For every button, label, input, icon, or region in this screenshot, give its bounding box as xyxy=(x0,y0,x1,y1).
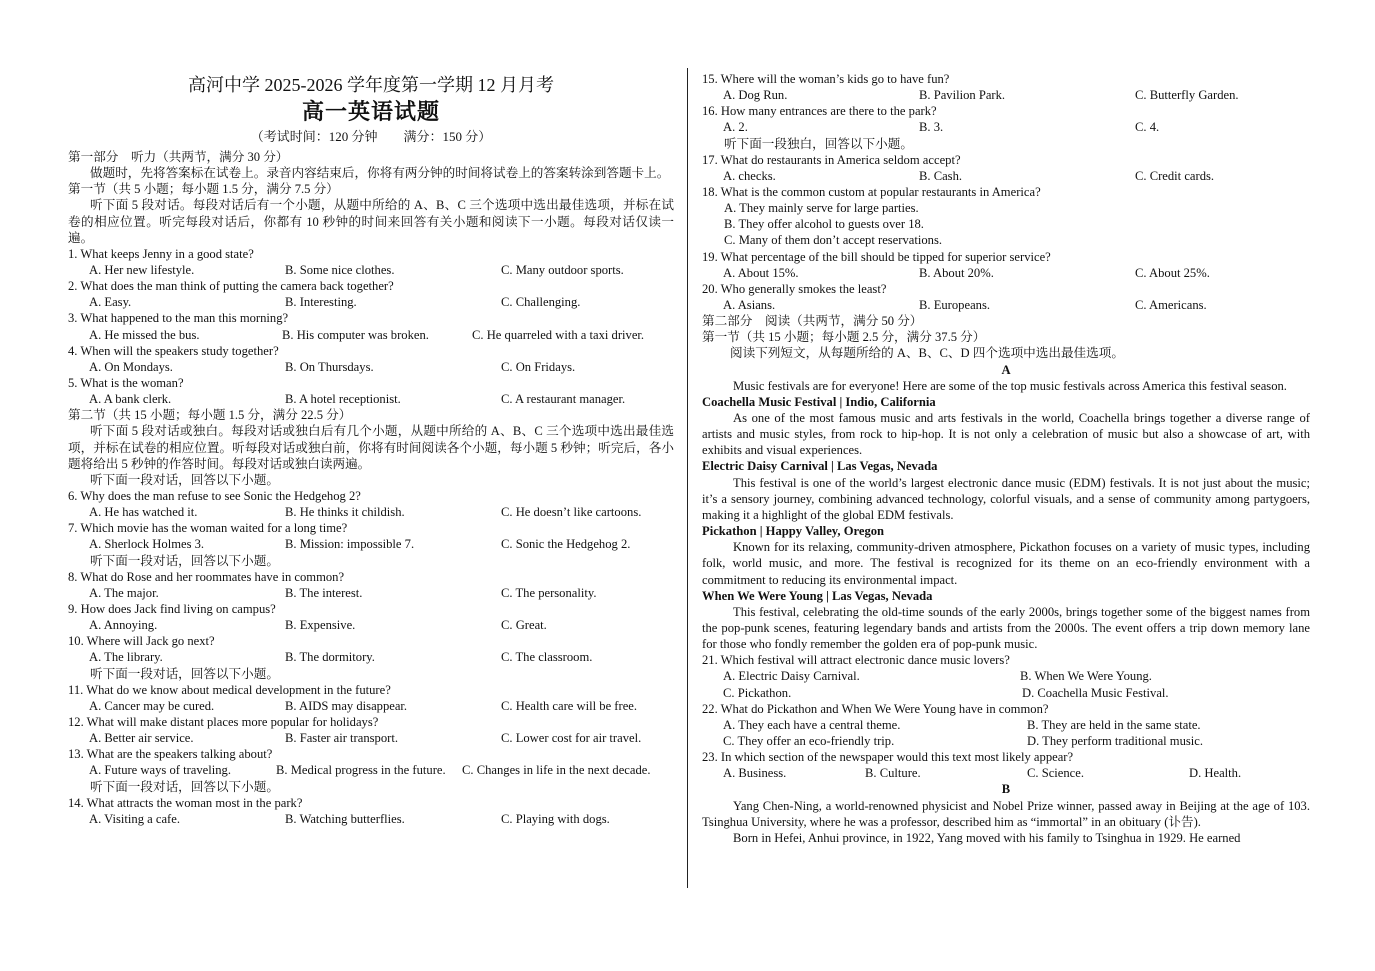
option-a: A. checks. xyxy=(723,168,776,183)
option-c: C. On Fridays. xyxy=(501,359,576,374)
left-column xyxy=(68,71,674,827)
festival-description: As one of the most famous music and arts festivals in the world, Coachella brings together a diverse range of artists and music styles, from rock to hip-hop. It is not only a celebration of music but also a showcase of art, with exhibits and visual experiences. xyxy=(702,410,1310,458)
option-d: D. Coachella Music Festival. xyxy=(1022,685,1169,700)
option-b: B. Some nice clothes. xyxy=(285,263,395,278)
option-a: A. On Mondays. xyxy=(89,359,173,374)
option-c: C. Great. xyxy=(501,618,547,633)
option-b: B. Pavilion Park. xyxy=(919,88,1006,103)
option-b: B. He thinks it childish. xyxy=(285,505,405,520)
question-stem: 10. Where will Jack go next? xyxy=(68,634,215,649)
option-a: A. Better air service. xyxy=(89,731,194,746)
column-divider xyxy=(687,68,688,888)
section1-heading: 第一节（共 5 小题；每小题 1.5 分，满分 7.5 分） xyxy=(68,182,339,197)
question-options xyxy=(702,297,1310,313)
question-options xyxy=(68,294,674,310)
option-a: A. Dog Run. xyxy=(723,88,788,103)
option-b: B. A hotel receptionist. xyxy=(285,392,401,407)
question-options xyxy=(68,811,674,827)
option-a: A. Future ways of traveling. xyxy=(89,763,231,778)
festival-title: When We Were Young | Las Vegas, Nevada xyxy=(702,588,933,603)
option-b: B. They are held in the same state. xyxy=(1027,717,1201,732)
option-a: A. About 15%. xyxy=(723,265,799,280)
question-stem: 14. What attracts the woman most in the park? xyxy=(68,795,303,810)
question-stem: 20. Who generally smokes the least? xyxy=(702,281,887,296)
question-stem: 11. What do we know about medical development in the future? xyxy=(68,682,391,697)
question-options xyxy=(68,762,674,778)
question-stem: 17. What do restaurants in America seldom accept? xyxy=(702,152,961,167)
option-b: B. Medical progress in the future. xyxy=(276,763,446,778)
option-b: B. About 20%. xyxy=(919,265,994,280)
option-d: D. They perform traditional music. xyxy=(1027,733,1204,748)
question-stem: 19. What percentage of the bill should be tipped for superior service? xyxy=(702,249,1051,264)
option-a: A. 2. xyxy=(723,120,748,135)
option-b: B. Watching butterflies. xyxy=(285,811,405,826)
question-stem: 12. What will make distant places more popular for holidays? xyxy=(68,715,379,730)
option-c: C. Challenging. xyxy=(501,295,581,310)
question-options xyxy=(68,536,674,552)
option-c: C. Pickathon. xyxy=(723,685,792,700)
question-stem: 6. Why does the man refuse to see Sonic the Hedgehog 2? xyxy=(68,489,361,504)
question-options xyxy=(702,119,1310,135)
option-a: A. Annoying. xyxy=(89,618,158,633)
option-b: B. They offer alcohol to guests over 18. xyxy=(724,217,924,232)
section2-heading: 第二节（共 15 小题；每小题 1.5 分，满分 22.5 分） xyxy=(68,408,352,423)
listen-instruction: 听下面一段对话，回答以下小题。 xyxy=(90,553,279,568)
listen-instruction: 听下面一段对话，回答以下小题。 xyxy=(90,472,279,487)
option-a: A. Her new lifestyle. xyxy=(89,263,195,278)
exam-title: 高河中学 2025-2026 学年度第一学期 12 月月考 xyxy=(188,75,554,95)
option-d: D. Health. xyxy=(1189,766,1242,781)
option-c: C. Lower cost for air travel. xyxy=(501,731,642,746)
listen-instruction: 听下面一段独白，回答以下小题。 xyxy=(724,136,913,151)
question-stem: 23. In which section of the newspaper would this text most likely appear? xyxy=(702,750,1074,765)
option-c: C. Playing with dogs. xyxy=(501,811,610,826)
question-stem: 4. When will the speakers study together? xyxy=(68,343,279,358)
passage-b-paragraph: Born in Hefei, Anhui province, in 1922, Yang moved with his family to Tsinghua in 1929. He earned xyxy=(733,830,1241,845)
option-b: B. Culture. xyxy=(865,766,921,781)
option-a: A. Visiting a cafe. xyxy=(89,811,180,826)
question-options xyxy=(68,262,674,278)
option-a: A. Asians. xyxy=(723,297,776,312)
question-stem: 9. How does Jack find living on campus? xyxy=(68,602,276,617)
question-options xyxy=(68,698,674,714)
option-c: C. The personality. xyxy=(501,585,597,600)
option-b: B. Mission: impossible 7. xyxy=(285,537,415,552)
part2-heading: 第二部分 阅读（共两节，满分 50 分） xyxy=(702,314,923,329)
question-options xyxy=(68,617,674,633)
question-options xyxy=(68,504,674,520)
question-options xyxy=(68,730,674,746)
question-options xyxy=(68,649,674,665)
listen-instruction: 听下面一段对话，回答以下小题。 xyxy=(90,666,279,681)
section1-instruction: 听下面 5 段对话。每段对话后有一个小题，从题中所给的 A、B、C 三个选项中选出最佳选项，并标在试卷的相应位置。听完每段对话后，你都有 10 秒钟的时间来回答有关小题和阅读下一小题。每段对话仅读一遍。 xyxy=(68,198,674,245)
option-c: C. 4. xyxy=(1135,120,1160,135)
option-a: A. Business. xyxy=(723,766,787,781)
option-c: C. Americans. xyxy=(1135,297,1207,312)
option-c: C. Butterfly Garden. xyxy=(1135,88,1239,103)
question-options xyxy=(702,168,1310,184)
option-b: B. Expensive. xyxy=(285,618,356,633)
option-a: A. He missed the bus. xyxy=(89,327,200,342)
option-c: C. Changes in life in the next decade. xyxy=(462,763,651,778)
option-c: C. They offer an eco-friendly trip. xyxy=(723,733,895,748)
question-options xyxy=(702,717,1310,733)
question-stem: 5. What is the woman? xyxy=(68,376,184,391)
passage-a-label: A xyxy=(1001,362,1011,377)
question-options xyxy=(68,585,674,601)
option-a: A. Electric Daisy Carnival. xyxy=(723,669,860,684)
question-stem: 22. What do Pickathon and When We Were Young have in common? xyxy=(702,701,1049,716)
festival-title: Coachella Music Festival | Indio, California xyxy=(702,394,936,409)
exam-info: （考试时间：120 分钟 满分：150 分） xyxy=(250,129,492,144)
question-options xyxy=(702,87,1310,103)
option-a: A. Cancer may be cured. xyxy=(89,698,215,713)
question-stem: 16. How many entrances are there to the park? xyxy=(702,104,937,119)
festival-title: Electric Daisy Carnival | Las Vegas, Nevada xyxy=(702,459,938,474)
question-stem: 13. What are the speakers talking about? xyxy=(68,747,273,762)
question-stem: 18. What is the common custom at popular restaurants in America? xyxy=(702,184,1041,199)
listen-instruction: 听下面一段对话，回答以下小题。 xyxy=(90,779,279,794)
option-b: B. 3. xyxy=(919,120,944,135)
passage-b-paragraph: Yang Chen-Ning, a world-renowned physicist and Nobel Prize winner, passed away in Beijing at the age of 103. Tsinghua University, where he was a professor, described him as “immortal” in an obituary (讣告). xyxy=(702,798,1310,829)
question-options xyxy=(702,765,1310,781)
option-b: B. When We Were Young. xyxy=(1020,669,1152,684)
option-b: B. His computer was broken. xyxy=(282,327,429,342)
question-stem: 15. Where will the woman’s kids go to have fun? xyxy=(702,72,950,86)
option-c: C. The classroom. xyxy=(501,650,593,665)
option-b: B. Cash. xyxy=(919,168,963,183)
option-b: B. The interest. xyxy=(285,585,363,600)
option-a: A. He has watched it. xyxy=(89,505,198,520)
option-c: C. He quarreled with a taxi driver. xyxy=(472,327,645,342)
option-a: A. The library. xyxy=(89,650,163,665)
option-c: C. Science. xyxy=(1027,766,1085,781)
option-b: B. Faster air transport. xyxy=(285,731,398,746)
question-stem: 2. What does the man think of putting the camera back together? xyxy=(68,279,394,294)
option-c: C. Credit cards. xyxy=(1135,168,1215,183)
option-c: C. Health care will be free. xyxy=(501,698,638,713)
option-a: A. The major. xyxy=(89,585,159,600)
option-a: A. They each have a central theme. xyxy=(723,717,901,732)
option-b: B. Europeans. xyxy=(919,297,990,312)
section2-instruction: 听下面 5 段对话或独白。每段对话或独白后有几个小题，从题中所给的 A、B、C 三个选项中选出最佳选项，并标在试卷的相应位置。听每段对话或独白前，你将有时间阅读各个小题，每小题 5 秒钟；听完后，各小题将给出 5 秒钟的作答时间。每段对话或独白读两遍。 xyxy=(68,424,674,471)
question-options xyxy=(702,685,1310,701)
option-a: A. Sherlock Holmes 3. xyxy=(89,537,205,552)
option-b: B. Interesting. xyxy=(285,295,357,310)
option-a: A. Easy. xyxy=(89,295,132,310)
festival-title: Pickathon | Happy Valley, Oregon xyxy=(702,524,885,539)
question-options xyxy=(702,265,1310,281)
option-c: C. He doesn’t like cartoons. xyxy=(501,505,642,520)
option-b: B. The dormitory. xyxy=(285,650,375,665)
option-c: C. Sonic the Hedgehog 2. xyxy=(501,537,631,552)
option-b: B. On Thursdays. xyxy=(285,359,374,374)
festival-description: Known for its relaxing, community-driven atmosphere, Pickathon focuses on a variety of music types, including folk, world music, and more. The festival is recognized for its theme on an eco-friendly environment with a commitment to reducing its environmental impact. xyxy=(702,540,1310,587)
option-c: C. Many outdoor sports. xyxy=(501,263,624,278)
question-options xyxy=(68,391,674,407)
question-options xyxy=(702,668,1310,684)
reading-instruction: 阅读下列短文，从每题所给的 A、B、C、D 四个选项中选出最佳选项。 xyxy=(730,346,1124,361)
question-stem: 8. What do Rose and her roommates have in common? xyxy=(68,569,345,584)
option-a: A. A bank clerk. xyxy=(89,392,172,407)
question-options xyxy=(68,359,674,375)
question-options xyxy=(68,327,674,343)
question-stem: 7. Which movie has the woman waited for a long time? xyxy=(68,521,348,536)
question-stem: 21. Which festival will attract electronic dance music lovers? xyxy=(702,653,1010,668)
right-column xyxy=(702,71,1310,846)
question-stem: 3. What happened to the man this morning? xyxy=(68,311,289,326)
part1-instruction: 做题时，先将答案标在试卷上。录音内容结束后，你将有两分钟的时间将试卷上的答案转涂到答题卡上。 xyxy=(90,166,670,181)
question-stem: 1. What keeps Jenny in a good state? xyxy=(68,246,254,261)
exam-subject: 高一英语试题 xyxy=(301,99,440,124)
option-b: B. AIDS may disappear. xyxy=(285,698,408,713)
reading-section1-heading: 第一节（共 15 小题；每小题 2.5 分，满分 37.5 分） xyxy=(702,330,986,345)
passage-a-intro: Music festivals are for everyone! Here are some of the top music festivals across America this festival season. xyxy=(733,378,1287,393)
passage-b-label: B xyxy=(1001,782,1011,797)
part1-heading: 第一部分 听力（共两节，满分 30 分） xyxy=(68,150,289,164)
option-a: A. They mainly serve for large parties. xyxy=(724,201,919,216)
option-c: C. About 25%. xyxy=(1135,265,1210,280)
festival-description: This festival, celebrating the old-time sounds of the early 2000s, brings together some of the biggest names from the pop-punk scenes, featuring legendary bands and artists from the 2000s. The event offers a trip down memory lane for those who fondly remember the golden era of pop-punk music. xyxy=(702,604,1310,652)
option-c: C. A restaurant manager. xyxy=(501,392,626,407)
question-options xyxy=(702,733,1310,749)
option-c: C. Many of them don’t accept reservations. xyxy=(724,233,942,248)
festival-description: This festival is one of the world’s largest electronic dance music (EDM) festivals. It is not just about the music; it’s a sensory journey, combining advanced technology, colorful visuals, and a sense of community among partygoers, making it a highlight of the global EDM festivals. xyxy=(702,475,1310,522)
